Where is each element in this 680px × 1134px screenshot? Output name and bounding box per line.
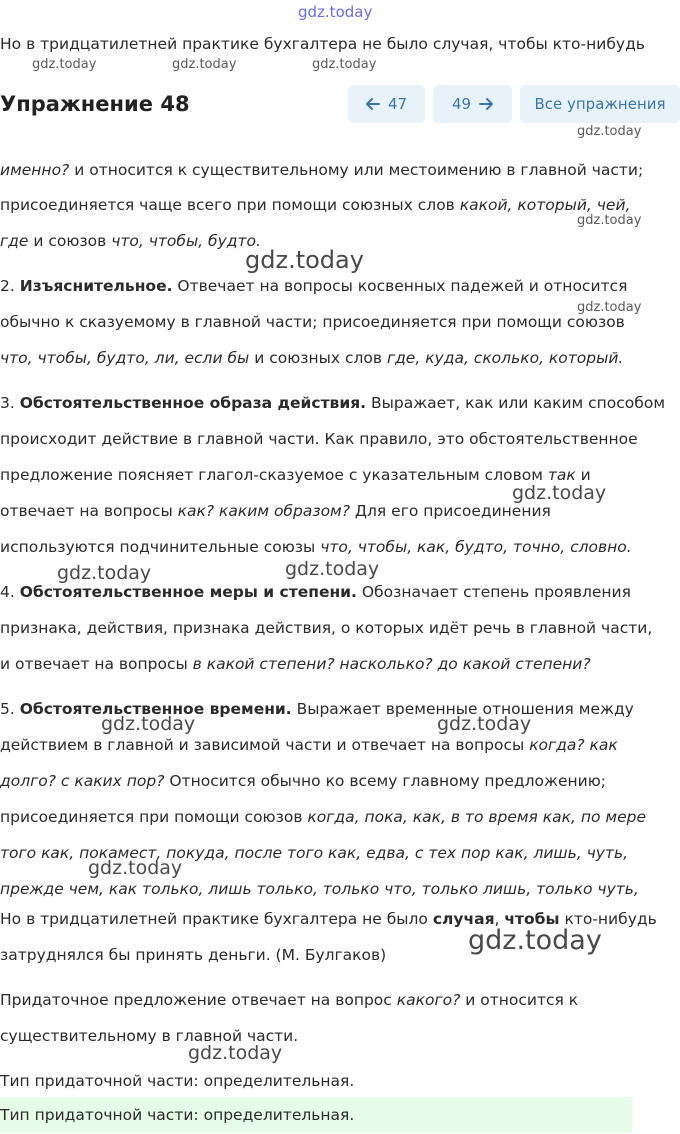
text-line: используются подчинительные союзы что, чтобы, как, будто, точно, словно. [0,538,632,556]
text-line: Тип придаточной части: определительная. [0,1072,355,1090]
next-exercise-label: 49 [451,95,472,113]
watermark: gdz.today [101,713,196,735]
watermark: gdz.today [577,213,642,228]
text-line: происходит действие в главной части. Как правило, это обстоятельственное [0,430,638,448]
text-line: признака, действия, признака действия, о которых идёт речь в главной части, [0,619,653,637]
text-line: того как, покамест, покуда, после того как, едва, с тех пор как, лишь, чуть, [0,844,629,862]
prev-exercise-label: 47 [387,95,408,113]
text-line: предложение поясняет глагол-сказуемое с указательным словом так и [0,466,591,484]
watermark: gdz.today [577,124,642,139]
text-line: прежде чем, как только, лишь только, только что, только лишь, только чуть, [0,880,639,898]
all-exercises-button[interactable] [520,85,680,123]
text-line: 2. Изъяснительное. Отвечает на вопросы косвенных падежей и относится [0,277,628,295]
watermark: gdz.today [437,713,532,735]
watermark: gdz.today [312,57,377,72]
watermark: gdz.today [245,246,364,274]
answer-line: Тип придаточной части: определительная. [0,1106,355,1124]
text-line: отвечает на вопросы как? каким образом? Для его присоединения [0,502,551,520]
prev-exercise-button[interactable] [348,85,425,123]
next-exercise-button[interactable] [433,85,512,123]
watermark: gdz.today [188,1042,283,1064]
watermark: gdz.today [298,3,373,21]
text-line: Придаточное предложение отвечает на вопрос какого? и относится к [0,991,579,1009]
text-line: действием в главной и зависимой части и отвечает на вопросы когда? как [0,736,618,754]
arrow-left-icon [366,98,380,110]
text-line: 4. Обстоятельственное меры и степени. Обозначает степень проявления [0,583,631,601]
intro-line: Но в тридцатилетней практике бухгалтера не было случая, чтобы кто-нибудь [0,35,645,53]
arrow-right-icon [479,98,493,110]
watermark: gdz.today [577,300,642,315]
watermark: gdz.today [32,57,97,72]
watermark: gdz.today [88,857,183,879]
text-line: именно? и относится к существительному или местоимению в главной части; [0,161,644,179]
text-line: и отвечает на вопросы в какой степени? насколько? до какой степени? [0,655,591,673]
watermark: gdz.today [172,57,237,72]
text-line: обычно к сказуемому в главной части; присоединяется при помощи союзов [0,313,625,331]
text-line: 3. Обстоятельственное образа действия. Выражает, как или каким способом [0,394,666,412]
text-line: присоединяется чаще всего при помощи союзных слов какой, который, чей, [0,196,631,214]
text-line: существительному в главной части. [0,1027,299,1045]
text-line: где и союзов что, чтобы, будто. [0,232,261,250]
page-title: Упражнение 48 [0,92,190,116]
watermark: gdz.today [468,925,602,956]
text-line: долго? с каких пор? Относится обычно ко всему главному предложению; [0,772,607,790]
text-line: присоединяется при помощи союзов когда, пока, как, в то время как, по мере [0,808,647,826]
watermark: gdz.today [512,482,607,504]
text-line: что, чтобы, будто, ли, если бы и союзных слов где, куда, сколько, который. [0,349,624,367]
watermark: gdz.today [285,558,380,580]
text-line: затруднялся бы принять деньги. (М. Булгаков) [0,946,387,964]
watermark: gdz.today [57,562,152,584]
text-line: 5. Обстоятельственное времени. Выражает временные отношения между [0,700,634,718]
all-exercises-label: Все упражнения [534,95,666,113]
text-line: Но в тридцатилетней практике бухгалтера не было случая, чтобы кто-нибудь [0,910,657,928]
